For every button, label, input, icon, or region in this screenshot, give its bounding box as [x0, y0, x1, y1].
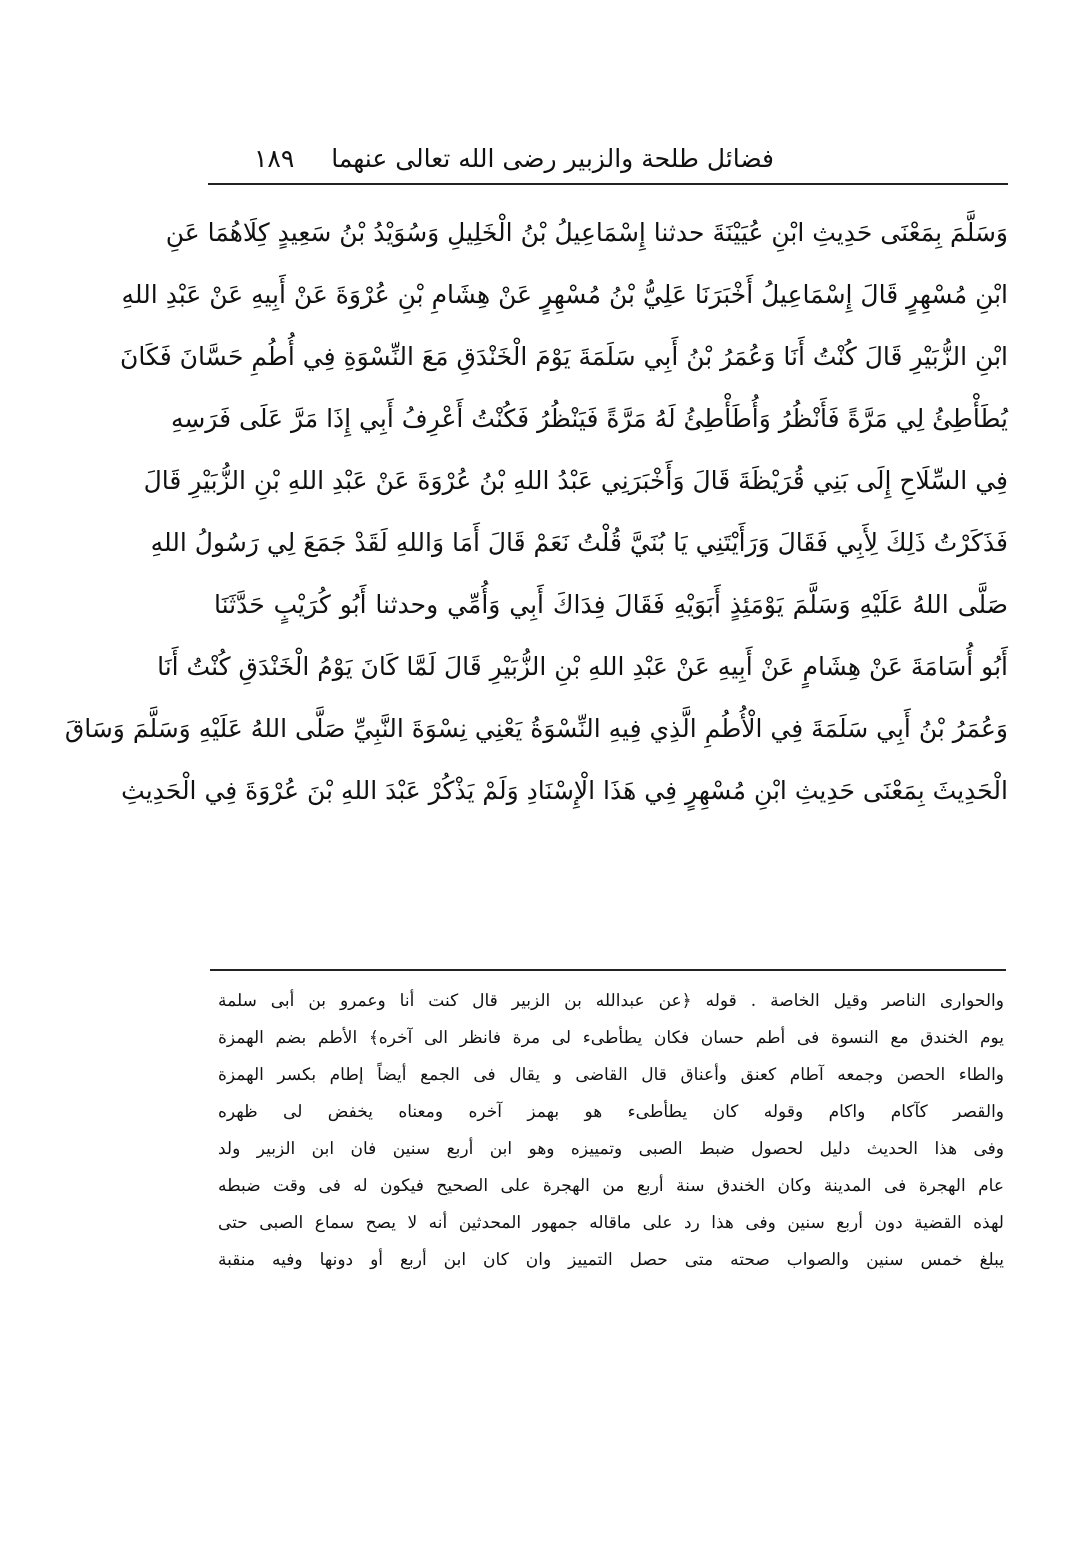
commentary-block — [218, 983, 1004, 1279]
hadith-text-line: ابْنِ مُسْهِرٍ قَالَ إِسْمَاعِيلُ أَخْبَرَنَا عَلِيُّ بْنُ مُسْهِرٍ عَنْ هِشَامِ بْنِ عُرْوَةَ عَنْ أَبِيهِ عَنْ عَبْدِ اللهِ — [121, 280, 1008, 309]
commentary-line: والقصر كآكام واكام وقوله كان يطأطىء هو بهمز آخره ومعناه يخفض لى ظهره — [218, 1102, 1004, 1122]
hadith-text-line: فَذَكَرْتُ ذَلِكَ لِأَبِي فَقَالَ وَرَأَيْتَنِي يَا بُنَيَّ قُلْتُ نَعَمْ قَالَ أَمَا وَاللهِ لَقَدْ جَمَعَ لِي رَسُولُ اللهِ — [150, 528, 1008, 557]
hadith-text-line: وَعُمَرُ بْنُ أَبِي سَلَمَةَ فِي الْأُطُمِ الَّذِي فِيهِ النِّسْوَةُ يَعْنِي نِسْوَةَ النَّبِيِّ صَلَّى اللهُ عَلَيْهِ وَسَلَّمَ وَسَاقَ — [64, 714, 1008, 743]
commentary-line: والحوارى الناصر وقيل الخاصة . قوله ﴿عن عبدالله بن الزبير قال كنت أنا وعمرو بن أبى سلمة — [218, 991, 1004, 1011]
commentary-line: عام الهجرة فى المدينة وكان الخندق سنة أربع من الهجرة على الصحيح فيكون له فى وقت ضبطه — [218, 1176, 1004, 1196]
commentary-line: والطاء الحصن وجمعه آطام كعنق وأعناق قال القاضى و يقال فى الجمع أيضاً إطام بكسر الهمزة — [218, 1065, 1004, 1085]
footnote-divider — [210, 969, 1006, 971]
hadith-text-line: فِي السِّلَاحِ إِلَى بَنِي قُرَيْظَةَ قَالَ وَأَخْبَرَنِي عَبْدُ اللهِ بْنُ عُرْوَةَ عَنْ عَبْدِ اللهِ بْنِ الزُّبَيْرِ قَالَ — [143, 466, 1008, 495]
page-header — [212, 138, 1006, 182]
hadith-text-block — [64, 204, 1008, 824]
commentary-line: يبلغ خمس سنين والصواب صحته متى حصل التمييز وان كان ابن أربع أو دونها وفيه منقبة — [218, 1250, 1004, 1270]
running-title: فضائل طلحة والزبير رضى الله تعالى عنهما — [331, 144, 774, 173]
hadith-text-line: صَلَّى اللهُ عَلَيْهِ وَسَلَّمَ يَوْمَئِذٍ أَبَوَيْهِ فَقَالَ فِدَاكَ أَبِي وَأُمِّي وحدثنا أَبُو كُرَيْبٍ حَدَّثَنَا — [214, 590, 1008, 619]
page-number: ١٨٩ — [254, 144, 295, 173]
hadith-text-line: أَبُو أُسَامَةَ عَنْ هِشَامٍ عَنْ أَبِيهِ عَنْ عَبْدِ اللهِ بْنِ الزُّبَيْرِ قَالَ لَمَّا كَانَ يَوْمُ الْخَنْدَقِ كُنْتُ أَنَا — [157, 652, 1008, 681]
commentary-line: يوم الخندق مع النسوة فى أطم حسان فكان يطأطىء لى مرة فانظر الى آخره﴾ الأطم بضم الهمزة — [218, 1028, 1004, 1048]
hadith-text-line: وَسَلَّمَ بِمَعْنَى حَدِيثِ ابْنِ عُيَيْنَةَ حدثنا إِسْمَاعِيلُ بْنُ الْخَلِيلِ وَسُوَيْدُ بْنُ سَعِيدٍ كِلَاهُمَا عَنِ — [165, 218, 1008, 247]
hadith-text-line: يُطَأْطِئُ لِي مَرَّةً فَأَنْظُرُ وَأُطَأْطِئُ لَهُ مَرَّةً فَيَنْظُرُ فَكُنْتُ أَعْرِفُ أَبِي إِذَا مَرَّ عَلَى فَرَسِهِ — [170, 404, 1008, 433]
header-divider — [208, 183, 1008, 185]
commentary-line: وفى هذا الحديث دليل لحصول ضبط الصبى وتمييزه وهو ابن أربع سنين فان ابن الزبير ولد — [218, 1139, 1004, 1159]
commentary-line: لهذه القضية دون أربع سنين وفى هذا رد على ماقاله جمهور المحدثين أنه لا يصح سماع الصبى حتى — [218, 1213, 1004, 1233]
hadith-text-line: الْحَدِيثَ بِمَعْنَى حَدِيثِ ابْنِ مُسْهِرٍ فِي هَذَا الْإِسْنَادِ وَلَمْ يَذْكُرْ عَبْدَ اللهِ بْنَ عُرْوَةَ فِي الْحَدِيثِ — [121, 776, 1008, 805]
hadith-text-line: ابْنِ الزُّبَيْرِ قَالَ كُنْتُ أَنَا وَعُمَرُ بْنُ أَبِي سَلَمَةَ يَوْمَ الْخَنْدَقِ مَعَ النِّسْوَةِ فِي أُطُمِ حَسَّانَ فَكَانَ — [119, 342, 1008, 371]
